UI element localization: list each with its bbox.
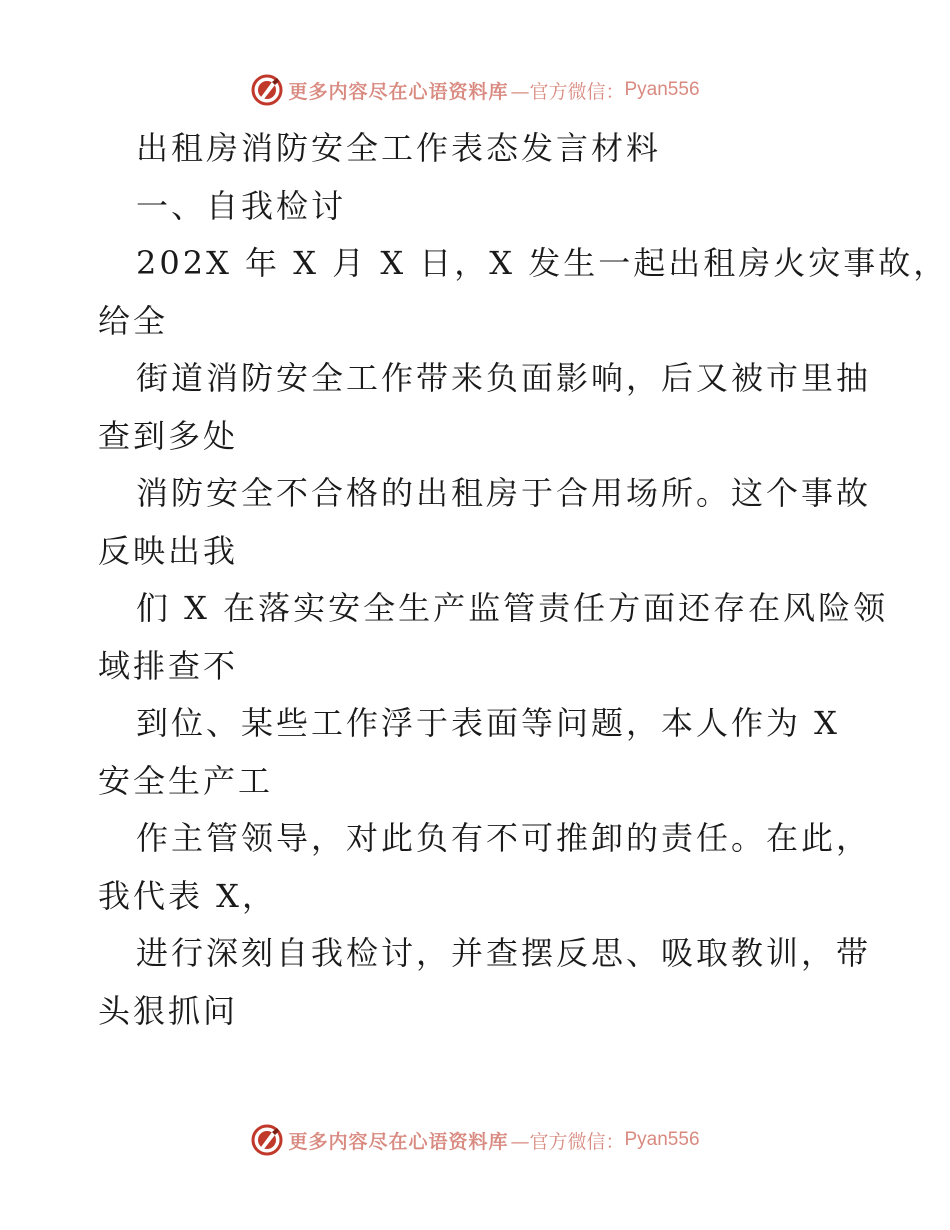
paragraph-line: 查到多处 <box>98 416 239 455</box>
document-body <box>98 120 949 1040</box>
paragraph-line: 们 X 在落实安全生产监管责任方面还存在风险领 <box>136 589 889 627</box>
footer-watermark <box>0 1120 950 1160</box>
document-title: 出租房消防安全工作表态发言材料 <box>136 129 662 167</box>
watermark-wechat-id: Pyan556 <box>624 79 700 100</box>
paragraph-line: 到位、某些工作浮于表面等问题，本人作为 X <box>136 704 840 742</box>
paragraph-line: 给全 <box>98 301 169 340</box>
watermark-separator: —官方微信： <box>510 1130 625 1153</box>
pen-logo-icon <box>250 73 284 107</box>
watermark-text: 更多内容尽在心语资料库 <box>288 80 509 103</box>
paragraph-line: 消防安全不合格的出租房于合用场所。这个事故 <box>136 474 872 512</box>
paragraph-line: 进行深刻自我检讨，并查摆反思、吸取教训，带 <box>136 934 872 972</box>
watermark-text: 更多内容尽在心语资料库 <box>288 1130 509 1153</box>
watermark-wechat-id: Pyan556 <box>624 1129 700 1150</box>
paragraph-line: 域排查不 <box>98 646 239 685</box>
paragraph-line: 202X 年 X 月 X 日，X 发生一起出租房火灾事故， <box>136 244 949 282</box>
paragraph-line: 作主管领导，对此负有不可推卸的责任。在此， <box>136 819 872 857</box>
paragraph-line: 安全生产工 <box>98 761 274 800</box>
section-heading: 一、自我检讨 <box>136 186 347 225</box>
paragraph-line: 头狠抓问 <box>98 991 239 1030</box>
paragraph-line: 反映出我 <box>98 531 239 570</box>
header-watermark <box>0 70 950 110</box>
watermark-separator: —官方微信： <box>510 80 625 103</box>
paragraph-line: 街道消防安全工作带来负面影响，后又被市里抽 <box>136 359 872 397</box>
pen-logo-icon <box>250 1123 284 1157</box>
paragraph-line: 我代表 X， <box>98 876 277 915</box>
